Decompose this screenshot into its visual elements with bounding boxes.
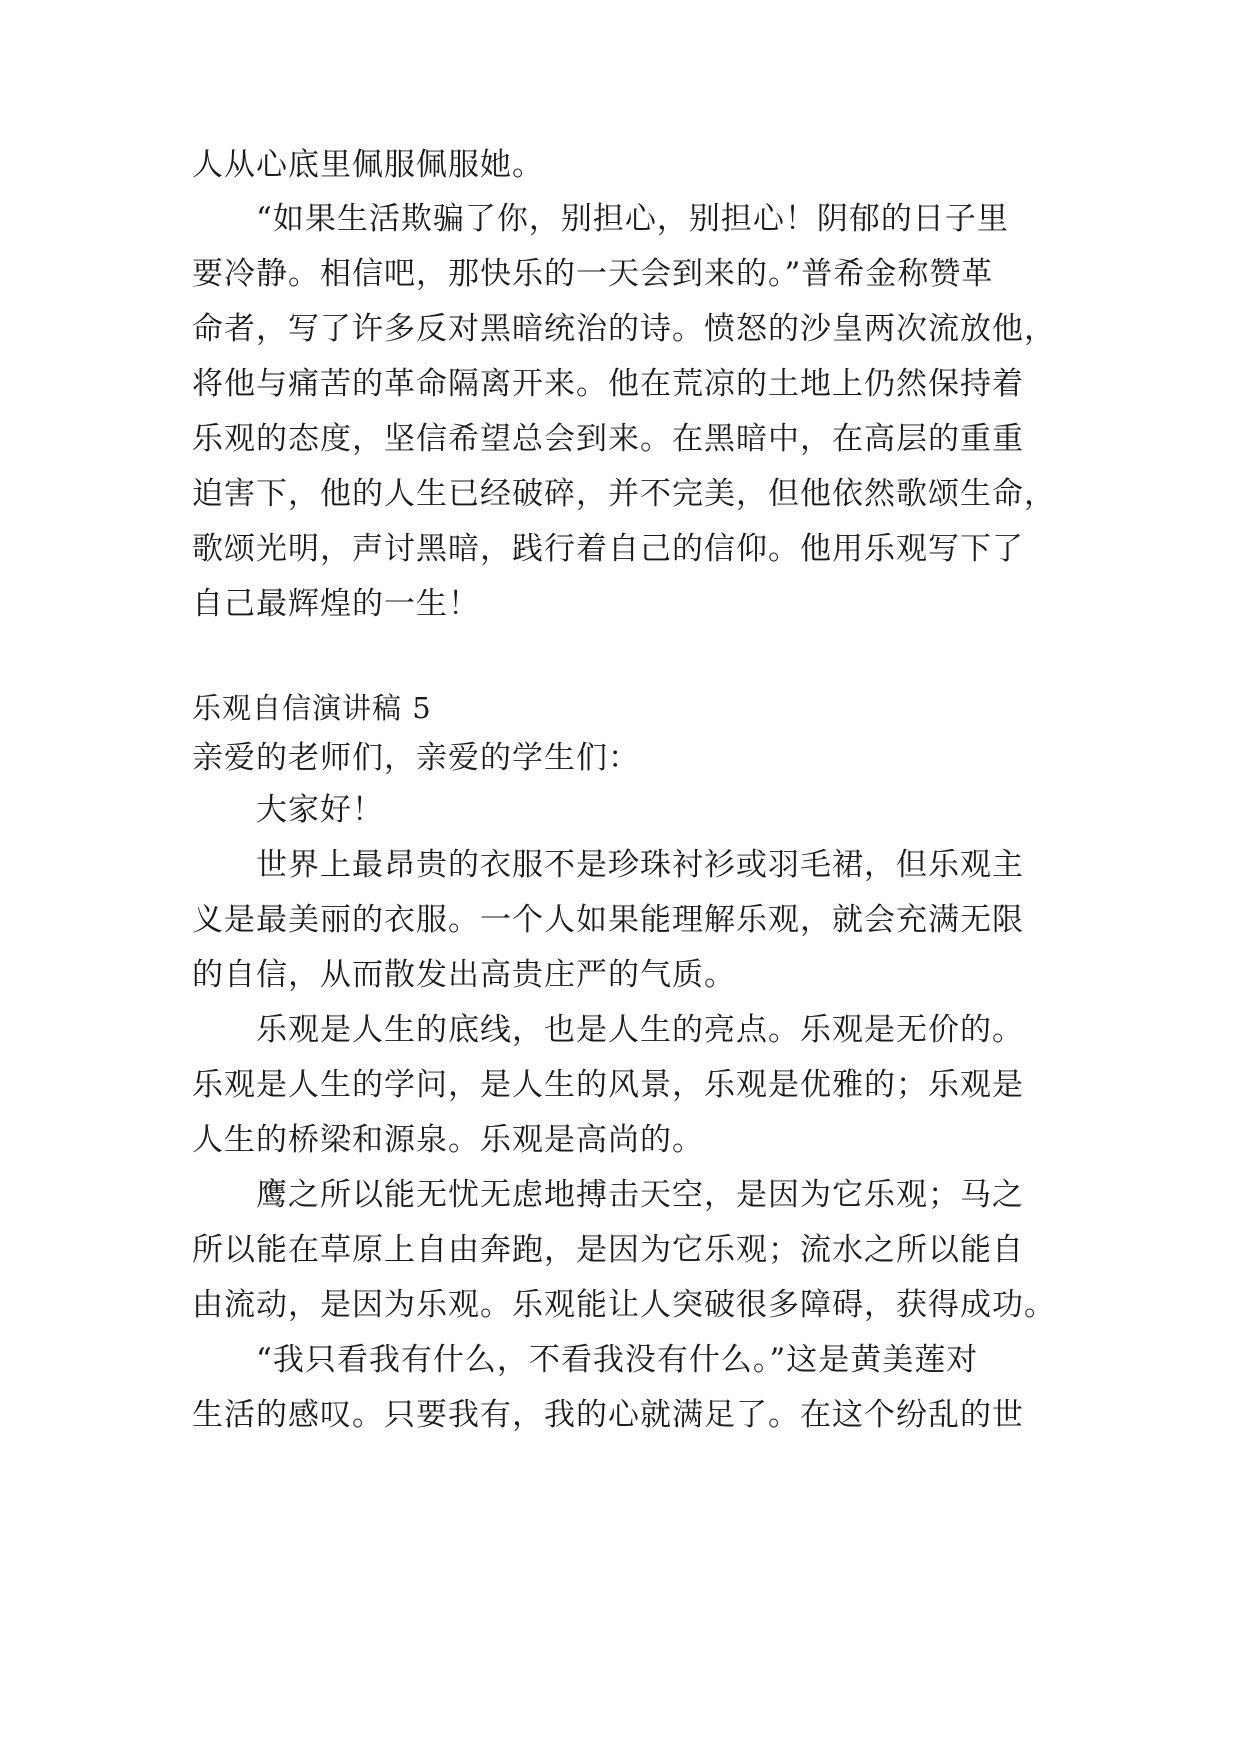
paragraph-line: 自己最辉煌的一生！ <box>192 586 480 622</box>
paragraph-line: 命者，写了许多反对黑暗统治的诗。愤怒的沙皇两次流放他， <box>192 311 1056 347</box>
paragraph-line: 生活的感叹。只要我有，我的心就满足了。在这个纷乱的世 <box>192 1397 1024 1433</box>
paragraph-line: “我只看我有什么，不看我没有什么。”这是黄美莲对 <box>256 1342 979 1378</box>
salutation: 亲爱的老师们，亲爱的学生们： <box>192 740 640 776</box>
paragraph-line: 将他与痛苦的革命隔离开来。他在荒凉的土地上仍然保持着 <box>192 366 1024 402</box>
paragraph-line: 乐观是人生的底线，也是人生的亮点。乐观是无价的。 <box>256 1012 1024 1048</box>
paragraph-line: 人生的桥梁和源泉。乐观是高尚的。 <box>192 1122 704 1158</box>
paragraph-line: 乐观的态度，坚信希望总会到来。在黑暗中，在高层的重重 <box>192 421 1024 457</box>
greeting: 大家好！ <box>256 792 384 828</box>
section-title: 乐观自信演讲稿 5 <box>192 691 432 725</box>
paragraph-line: 歌颂光明，声讨黑暗，践行着自己的信仰。他用乐观写下了 <box>192 531 1024 567</box>
paragraph-line: 的自信，从而散发出高贵庄严的气质。 <box>192 957 736 993</box>
paragraph-line: 所以能在草原上自由奔跑，是因为它乐观；流水之所以能自 <box>192 1232 1024 1268</box>
paragraph-tail: 人从心底里佩服佩服她。 <box>192 147 544 183</box>
paragraph-line: 要冷静。相信吧，那快乐的一天会到来的。”普希金称赞革 <box>192 256 994 292</box>
paragraph-line: 迫害下，他的人生已经破碎，并不完美，但他依然歌颂生命， <box>192 476 1056 512</box>
paragraph-line: 鹰之所以能无忧无虑地搏击天空，是因为它乐观；马之 <box>256 1177 1024 1213</box>
paragraph-line: 由流动，是因为乐观。乐观能让人突破很多障碍，获得成功。 <box>192 1287 1056 1323</box>
paragraph-line: 世界上最昂贵的衣服不是珍珠衬衫或羽毛裙，但乐观主 <box>256 847 1024 883</box>
paragraph-line: 乐观是人生的学问，是人生的风景，乐观是优雅的；乐观是 <box>192 1067 1024 1103</box>
paragraph-line: 义是最美丽的衣服。一个人如果能理解乐观，就会充满无限 <box>192 902 1024 938</box>
paragraph-line: “如果生活欺骗了你，别担心，别担心！阴郁的日子里 <box>256 201 1009 237</box>
